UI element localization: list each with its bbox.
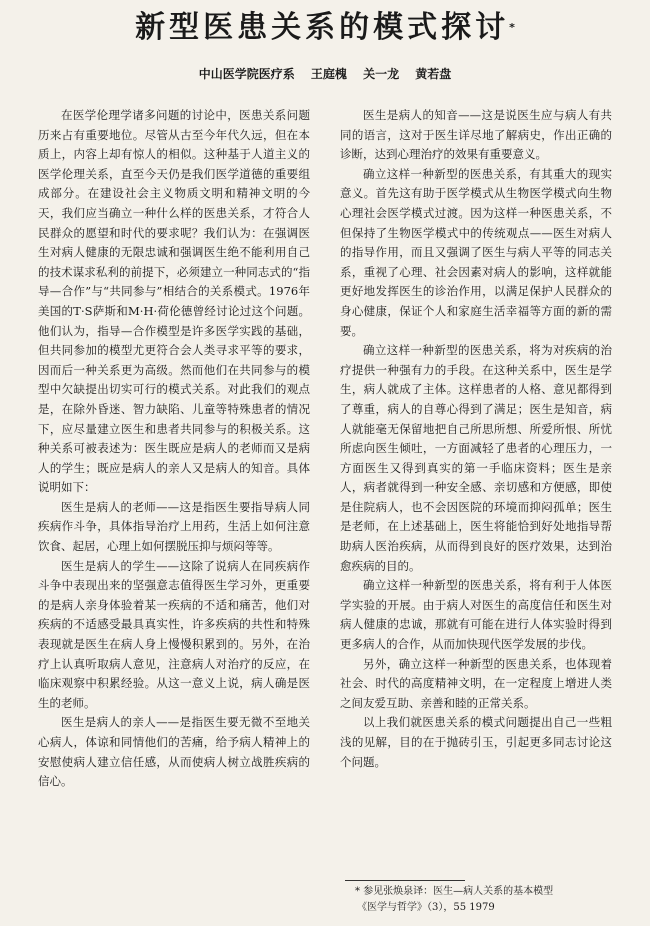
body-paragraph: 医生是病人的学生——这除了说病人在同疾病作斗争中表现出来的坚强意志值得医生学习外，更重要的是病人亲身体验着某一疾病的不适和痛苦，他们对疾病的不适感受最具真实性，许多疾病的共性和特殊表现就是医生在病人身上慢慢积累到的。另外，在治疗上认真听取病人意见，注意病人对治疗的反应，在临床观察中积累经验。从这一意义上说，病人确是医生的老师。	[38, 558, 310, 710]
footnote-text: 参见张焕泉译：医生—病人关系的基本模型	[363, 886, 554, 897]
body-paragraph: 在医学伦理学诸多问题的讨论中，医患关系问题历来占有重要地位。尽管从古至今年代久远，但在本质上，内容上却有惊人的相似。这种基于人道主义的医学伦理关系，直至今天仍是我们医学道德的重要组成部分。在建设社会主义物质文明和精神文明的今天，我们应当确立一种什么样的医患关系，才符合人民群众的愿望和时代的要求呢？我们认为：在强调医生对病人健康的无限忠诚和强调医生绝不能利用自己的技术谋求私利的前提下，必须建立一种同志式的“指导—合作”与“共同参与”相结合的关系模式。1976年美国的T·S萨斯和M·H·荷伦德曾经讨论过这个问题。他们认为，指导—合作模型是许多医学实践的基础，但共同参加的模型尤更符合会人类寻求平等的要求，因而后一种关系更为高级。然而他们在共同参与的模型中欠缺提出切实可行的模式关系。对此我们的观点是，在除外昏迷、智力缺陷、儿童等特殊患者的情况下，应尽量建立医生和患者共同参与的积极关系。这种关系可被表述为：医生既应是病人的老师而又是病人的学生；既应是病人的亲人又是病人的知音。具体说明如下：	[38, 108, 310, 495]
left-column	[38, 106, 310, 792]
body-paragraph: 确立这样一种新型的医患关系，将为对疾病的治疗提供一种强有力的手段。在这种关系中，医生是学生，病人就成了主体。这样患者的人格、意见都得到了尊重，病人的自尊心得到了满足；医生是知音，病人就能毫无保留地把自己所思所想、所爱所恨、所忧所虑向医生倾吐，一方面减轻了患者的心理压力，一方面医生又得到真实的第一手临床资料；医生是亲人，病者就得到一种安全感、亲切感和方便感，即使是住院病人，也不会因医院的环境而抑闷孤单；医生是老师，在上述基础上，医生将能恰到好处地指导帮助病人医治疾病，从而得到良好的医疗效果，达到治愈疾病的目的。	[340, 343, 612, 573]
title-text: 新型医患关系的模式探讨	[135, 10, 510, 45]
author-name: 关一龙	[363, 67, 400, 81]
right-column	[340, 106, 612, 772]
footnote-divider	[345, 880, 465, 881]
body-paragraph: 医生是病人的老师——这是指医生要指导病人同疾病作斗争，具体指导治疗上用药，生活上如何注意饮食、起居，心理上如何摆脱压抑与烦闷等等。	[38, 499, 310, 554]
body-paragraph: 医生是病人的知音——这是说医生应与病人有共同的语言，这对于医生详尽地了解病史，作出正确的诊断，达到心理治疗的效果有重要意义。	[340, 108, 612, 162]
paper-title	[0, 8, 650, 48]
author-name: 黄若盘	[415, 67, 452, 81]
footnote	[345, 884, 625, 916]
author-affiliation: 中山医学院医疗系	[198, 67, 295, 81]
author-name: 王庭槐	[310, 67, 347, 81]
body-paragraph: 另外，确立这样一种新型的医患关系，也体现着社会、时代的高度精神文明，在一定程度上增进人类之间友爱互助、亲善和睦的正常关系。	[340, 656, 612, 710]
author-line	[0, 66, 650, 82]
body-paragraph: 医生是病人的亲人——是指医生要无微不至地关心病人，体谅和同情他们的苦痛，给予病人精神上的安慰使病人建立信任感，从而使病人树立战胜疾病的信心。	[38, 715, 310, 789]
footnote-line	[345, 884, 625, 900]
body-paragraph: 确立这样一种新型的医患关系，有其重大的现实意义。首先这有助于医学模式从生物医学模式向生物心理社会医学模式过渡。因为这样一种医患关系，不但保持了生物医学模式中的传统观点——医生对病人的指导作用，而且又强调了医生与病人平等的同志关系，重视了心理、社会因素对病人的影响，这样就能更好地发挥医生的诊治作用，以满足保护人民群众的身心健康，保证个人和家庭生活幸福等方面的新的需要。	[340, 166, 612, 338]
body-paragraph: 以上我们就医患关系的模式问题提出自己一些粗浅的见解，目的在于抛砖引玉，引起更多同志讨论这个问题。	[340, 715, 612, 769]
footnote-marker: *	[355, 886, 360, 897]
footnote-line: 《医学与哲学》（3），55 1979	[357, 902, 495, 913]
body-paragraph: 确立这样一种新型的医患关系，将有利于人体医学实验的开展。由于病人对医生的高度信任和医生对病人健康的忠诚，那就有可能在进行人体实验时得到更多病人的合作，从而加快现代医学发展的步伐。	[340, 578, 612, 652]
title-footnote-mark: *	[509, 21, 515, 34]
